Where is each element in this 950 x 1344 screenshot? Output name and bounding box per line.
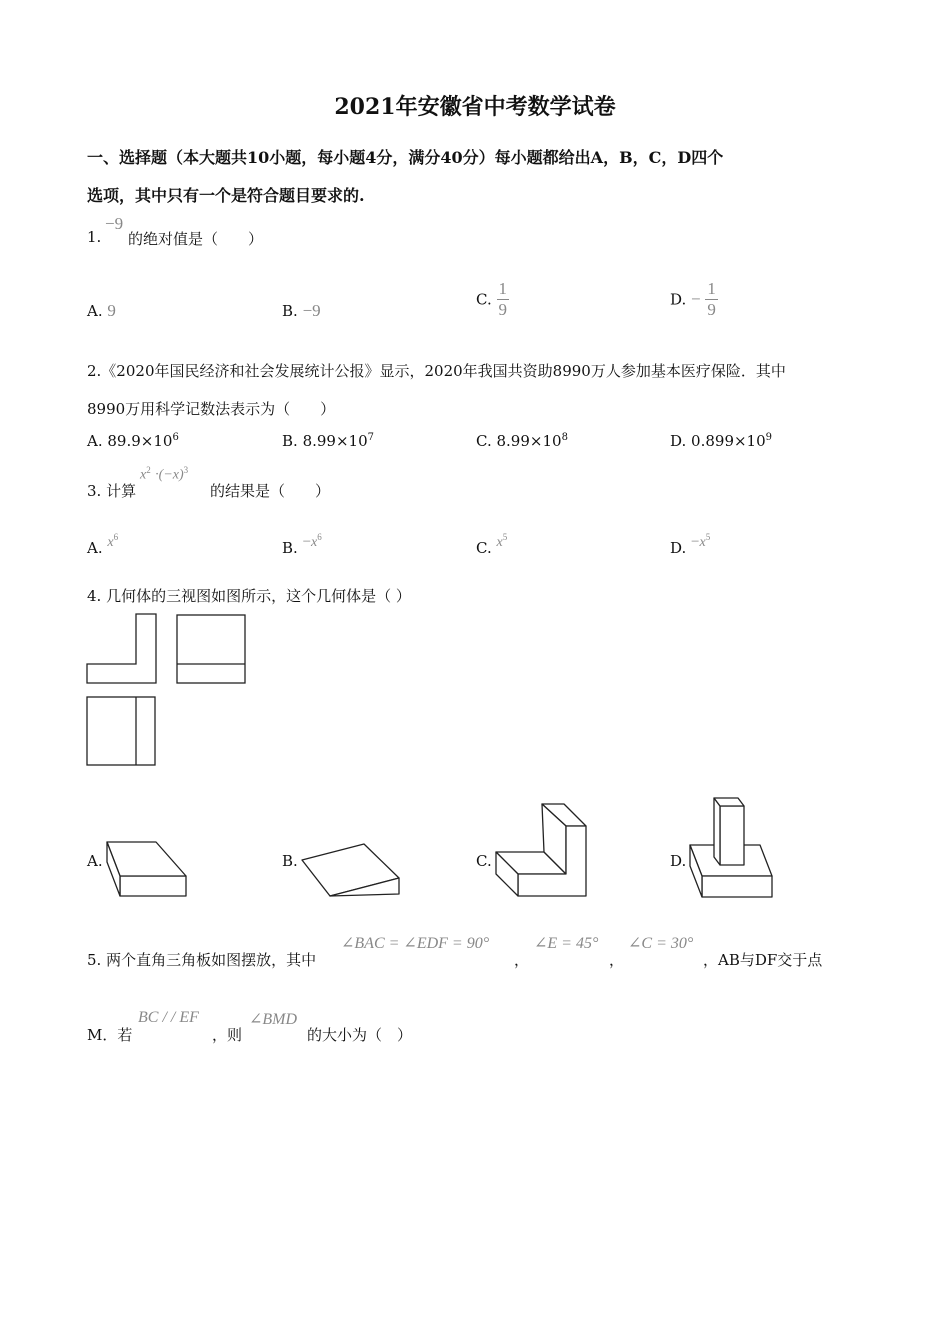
option-exponent: 5 [705, 532, 711, 542]
question-5-tail: ，AB与DF交于点 [703, 951, 823, 969]
q4-option-a-solid[interactable] [102, 838, 192, 900]
section-header-line2: 选项，其中只有一个是符合题目要求的. [87, 186, 365, 205]
q1-option-c[interactable] [476, 279, 509, 320]
q4-option-c-label[interactable]: C. [476, 852, 492, 870]
q4-option-d-label[interactable]: D. [670, 852, 687, 870]
option-label: B. [282, 539, 298, 557]
q1-option-d[interactable] [670, 279, 718, 320]
question-5-angle-expr-3: ∠C = 30° [628, 935, 694, 952]
three-view-diagram [86, 613, 248, 769]
fraction-numerator: 1 [707, 279, 716, 298]
option-value: 0.899×10 [691, 432, 766, 450]
option-label: B. [282, 432, 298, 450]
option-label: C. [476, 539, 492, 557]
question-3-expression: $x^2 \cdot(-x)^3$ [140, 465, 189, 483]
question-2-line2: 8990万用科学记数法表示为（ ） [87, 400, 336, 418]
option-label: A. [87, 432, 103, 450]
question-1-text: 的绝对值是（ ） [128, 230, 264, 248]
q3-option-c[interactable] [476, 532, 508, 557]
option-sign: − [691, 289, 701, 309]
q2-option-d[interactable] [670, 432, 772, 450]
question-5-line2-prefix: M．若 [87, 1026, 133, 1044]
option-value: 9 [107, 301, 116, 320]
question-5-parallel-expr: BC / / EF [138, 1009, 199, 1026]
option-label: B. [282, 302, 298, 320]
question-5-sep-1: ， [514, 951, 530, 969]
q2-option-c[interactable] [476, 432, 568, 450]
q4-option-b-label[interactable]: B. [282, 852, 298, 870]
option-label: D. [670, 539, 687, 557]
question-1-number: 1. [87, 228, 102, 246]
q4-option-d-solid[interactable] [686, 796, 778, 902]
option-label: A. [87, 302, 103, 320]
question-5-angle-expr-1: ∠BAC = ∠EDF = 90° [341, 935, 490, 952]
option-base: x [699, 535, 706, 550]
q2-option-a[interactable] [87, 432, 179, 450]
option-sign: − [691, 534, 700, 550]
question-5-angle-bmd: ∠BMD [249, 1011, 298, 1028]
option-label: C. [476, 432, 492, 450]
question-1-expression: −9 [105, 214, 124, 233]
fraction [497, 279, 510, 320]
option-label: D. [670, 432, 687, 450]
option-value: 8.99×10 [302, 432, 368, 450]
option-label: D. [670, 290, 687, 309]
option-exponent: 6 [317, 532, 322, 542]
fraction [705, 279, 718, 320]
q1-option-a[interactable] [87, 301, 116, 321]
option-base: x [496, 535, 503, 550]
option-exponent: 6 [172, 432, 179, 443]
question-5-line2-suffix: 的大小为（ ） [307, 1026, 413, 1044]
fraction-denominator: 9 [707, 300, 716, 319]
option-base: x [311, 535, 318, 550]
option-value: 8.99×10 [496, 432, 562, 450]
question-5-line2-mid: ，则 [212, 1026, 243, 1044]
q3-option-d[interactable] [670, 532, 711, 557]
front-view [87, 614, 156, 683]
option-label: A. [87, 539, 103, 557]
q3-option-a[interactable] [87, 532, 119, 557]
side-view [177, 615, 245, 683]
q1-option-b[interactable] [282, 301, 321, 321]
question-2-line1: 2.《2020年国民经济和社会发展统计公报》显示，2020年我国共资助8990万人参加基本医疗保险．其中 [87, 362, 786, 380]
question-3-prefix: 3. 计算 [87, 482, 137, 500]
q4-option-a-label[interactable]: A. [87, 852, 103, 870]
top-view [87, 697, 155, 765]
question-5-prefix: 5. 两个直角三角板如图摆放，其中 [87, 951, 317, 969]
option-exponent: 6 [113, 532, 119, 542]
fraction-denominator: 9 [498, 300, 507, 319]
option-value: −9 [302, 301, 321, 320]
option-label: C. [476, 290, 492, 309]
question-4-text: 4. 几何体的三视图如图所示，这个几何体是（ ） [87, 587, 411, 605]
option-sign: − [302, 534, 312, 550]
page-title: 2021年安徽省中考数学试卷 [334, 94, 616, 120]
question-5-sep-2: ， [609, 951, 625, 969]
q2-option-b[interactable] [282, 432, 374, 450]
q4-option-c-solid[interactable] [492, 800, 592, 900]
section-header-line1: 一、选择题（本大题共10小题，每小题4分，满分40分）每小题都给出A，B，C，D四个 [87, 148, 724, 167]
question-5-angle-expr-2: ∠E = 45° [534, 935, 599, 952]
option-exponent: 8 [561, 432, 568, 443]
option-exponent: 7 [367, 432, 375, 443]
option-exponent: 9 [765, 432, 773, 443]
q4-option-b-solid[interactable] [298, 838, 404, 900]
option-value: 89.9×10 [107, 432, 173, 450]
question-3-suffix: 的结果是（ ） [210, 482, 331, 500]
q3-option-b[interactable] [282, 532, 322, 557]
fraction-numerator: 1 [498, 279, 507, 298]
option-base: x [107, 535, 114, 550]
option-exponent: 5 [502, 532, 508, 542]
